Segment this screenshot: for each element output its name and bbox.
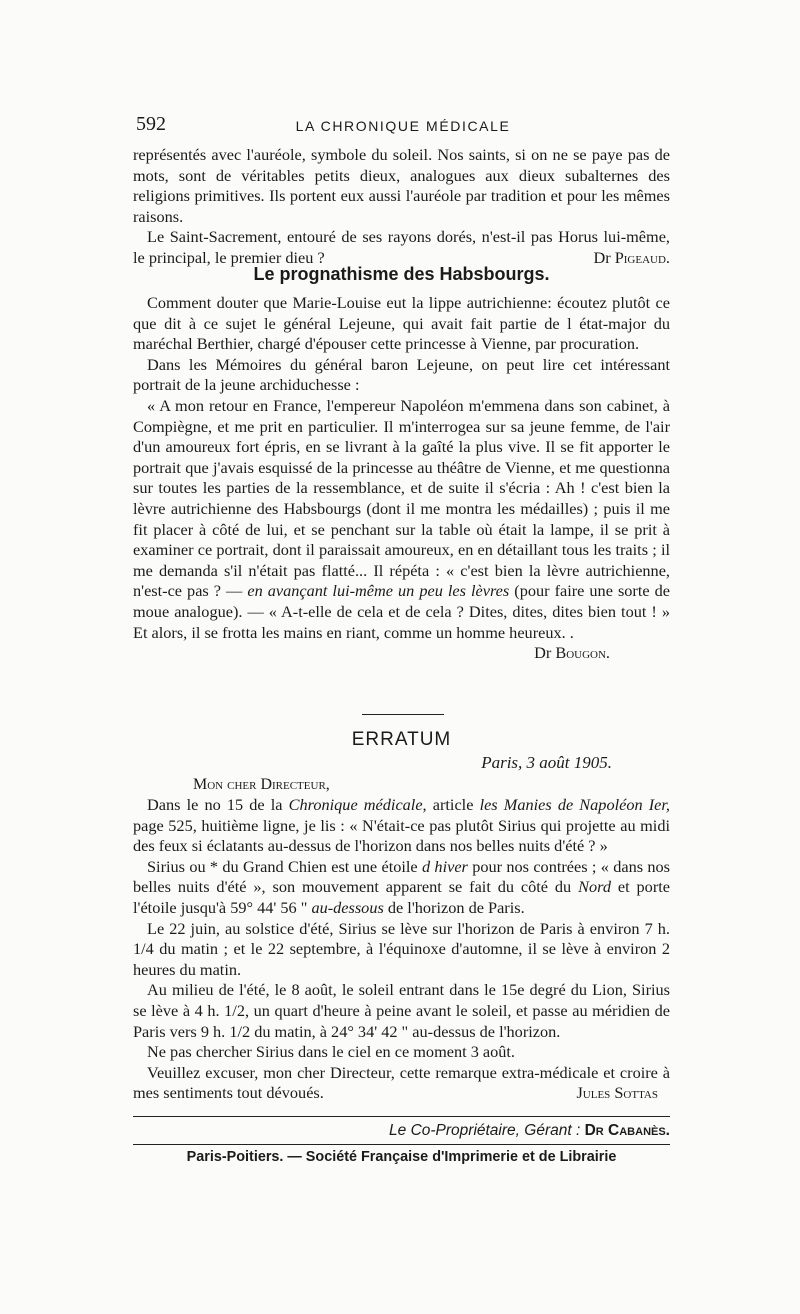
section-divider (362, 714, 444, 715)
erratum-paragraph-2: Sirius ou * du Grand Chien est une étoile d hiver pour nos contrées ; « dans nos belles nuits d'été », son mouvement apparent se fait du côté du Nord et porte l'étoile jusqu'à 59° 44' 56 " au-dessous de l'horizon de Paris. (133, 856, 670, 917)
erratum-paragraph-3: Le 22 juin, au solstice d'été, Sirius se lève sur l'horizon de Paris à environ 7 h. 1/4 du matin ; et le 22 septembre, à l'équinoxe d'automne, il se lève à environ 2 heures du matin. (133, 918, 670, 979)
erratum-section (133, 728, 670, 1104)
article-signature: Dr Bougon. (534, 643, 610, 663)
footer-printer: Paris-Poitiers. — Société Française d'Imprimerie et de Librairie (186, 1149, 617, 1165)
intro-signature: Dr Pigeaud. (593, 247, 670, 267)
erratum-paragraph-5: Ne pas chercher Sirius dans le ciel en ce moment 3 août. (147, 1042, 516, 1062)
erratum-signature: Jules Sottas (576, 1083, 658, 1103)
footer-rule-top (133, 1116, 670, 1117)
erratum-salutation: Mon cher Directeur, (193, 776, 330, 793)
intro-paragraph-2: Le Saint-Sacrement, entouré de ses rayons dorés, n'est-il pas Horus lui-même, le principal, le premier dieu ? Dr Pigeaud. (133, 227, 670, 267)
erratum-paragraph-6: Veuillez excuser, mon cher Directeur, cette remarque extra-médicale et croire à mes sentiments tout dévoués. Jules Sottas (133, 1062, 670, 1103)
article-body (133, 293, 670, 664)
article-section (133, 262, 670, 286)
footer-manager: Le Co-Propriétaire, Gérant : Dr Cabanès. (389, 1122, 670, 1139)
intro-section (133, 145, 670, 269)
erratum-dateline: Paris, 3 août 1905. (481, 753, 612, 772)
article-title: Le prognathisme des Habsbourgs. (253, 264, 550, 284)
intro-paragraph-1: représentés avec l'auréole, symbole du soleil. Nos saints, si on ne se paye pas de mots, sont de véritables petits dieux, analogues aux dieux subalternes des religions primitives. Ils portent eux aussi l'auréole par tradition et pour les mêmes raisons. (133, 145, 670, 226)
running-title: LA CHRONIQUE MÉDICALE (295, 118, 511, 134)
erratum-title: ERRATUM (351, 729, 452, 750)
article-paragraph-1: Comment douter que Marie-Louise eut la lippe autrichienne: écoutez plutôt ce que dit à ce sujet le général Lejeune, qui avait fait partie de l état-major du maréchal Berthier, chargé d'épouser cette princesse à Vienne, par procuration. (133, 293, 670, 354)
page-header (136, 113, 670, 137)
erratum-paragraph-4: Au milieu de l'été, le 8 août, le soleil entrant dans le 15e degré du Lion, Sirius se lève à 4 h. 1/2, un quart d'heure à peine avant le soleil, et passe au méridien de Paris vers 9 h. 1/2 du matin, à 24° 34' 42 " au-dessus de l'horizon. (133, 980, 670, 1041)
page-number: 592 (136, 113, 166, 135)
article-paragraph-2: Dans les Mémoires du général baron Lejeune, on peut lire cet intéressant portrait de la jeune archiduchesse : (133, 354, 670, 395)
article-quote: « A mon retour en France, l'empereur Napoléon m'emmena dans son cabinet, à Compiègne, et me prit en particulier. Il m'interrogea sur sa jeune femme, de l'air d'un amoureux fort épris, en se livrant à la gaîté la plus vive. Il se fit apporter le portrait que j'avais esquissé de la princesse au théâtre de Vienne, et me questionna sur toutes les parties de la ressemblance, et de suite il s'écria : Ah ! c'est bien la lèvre autrichienne des Habsbourgs (dont il me montra les médailles) ; puis il me fit placer à côté de lui, et se penchant sur la table où était la lampe, il se prit à examiner ce portrait, dont il paraissait amoureux, en en détaillant tous les traits ; il me demanda s'il n'était pas flatté... Il répéta : « c'est bien la lèvre autrichienne, n'est-ce pas ? — en avançant lui-même un peu les lèvres (pour faire une sorte de moue analogue). — « A-t-elle de cela et de cela ? Dites, dites, dites bien tout ! » Et alors, il se frotta les mains en riant, comme un homme heureux. . (133, 395, 670, 642)
footer-rule-bottom (133, 1144, 670, 1145)
erratum-paragraph-1: Dans le no 15 de la Chronique médicale, article les Manies de Napoléon Ier, page 525, huitième ligne, je lis : « N'était-ce pas plutôt Sirius qui projette au midi des feux si éclatants au-dessus de l'horizon dans nos belles nuits d'été ? » (133, 795, 670, 856)
